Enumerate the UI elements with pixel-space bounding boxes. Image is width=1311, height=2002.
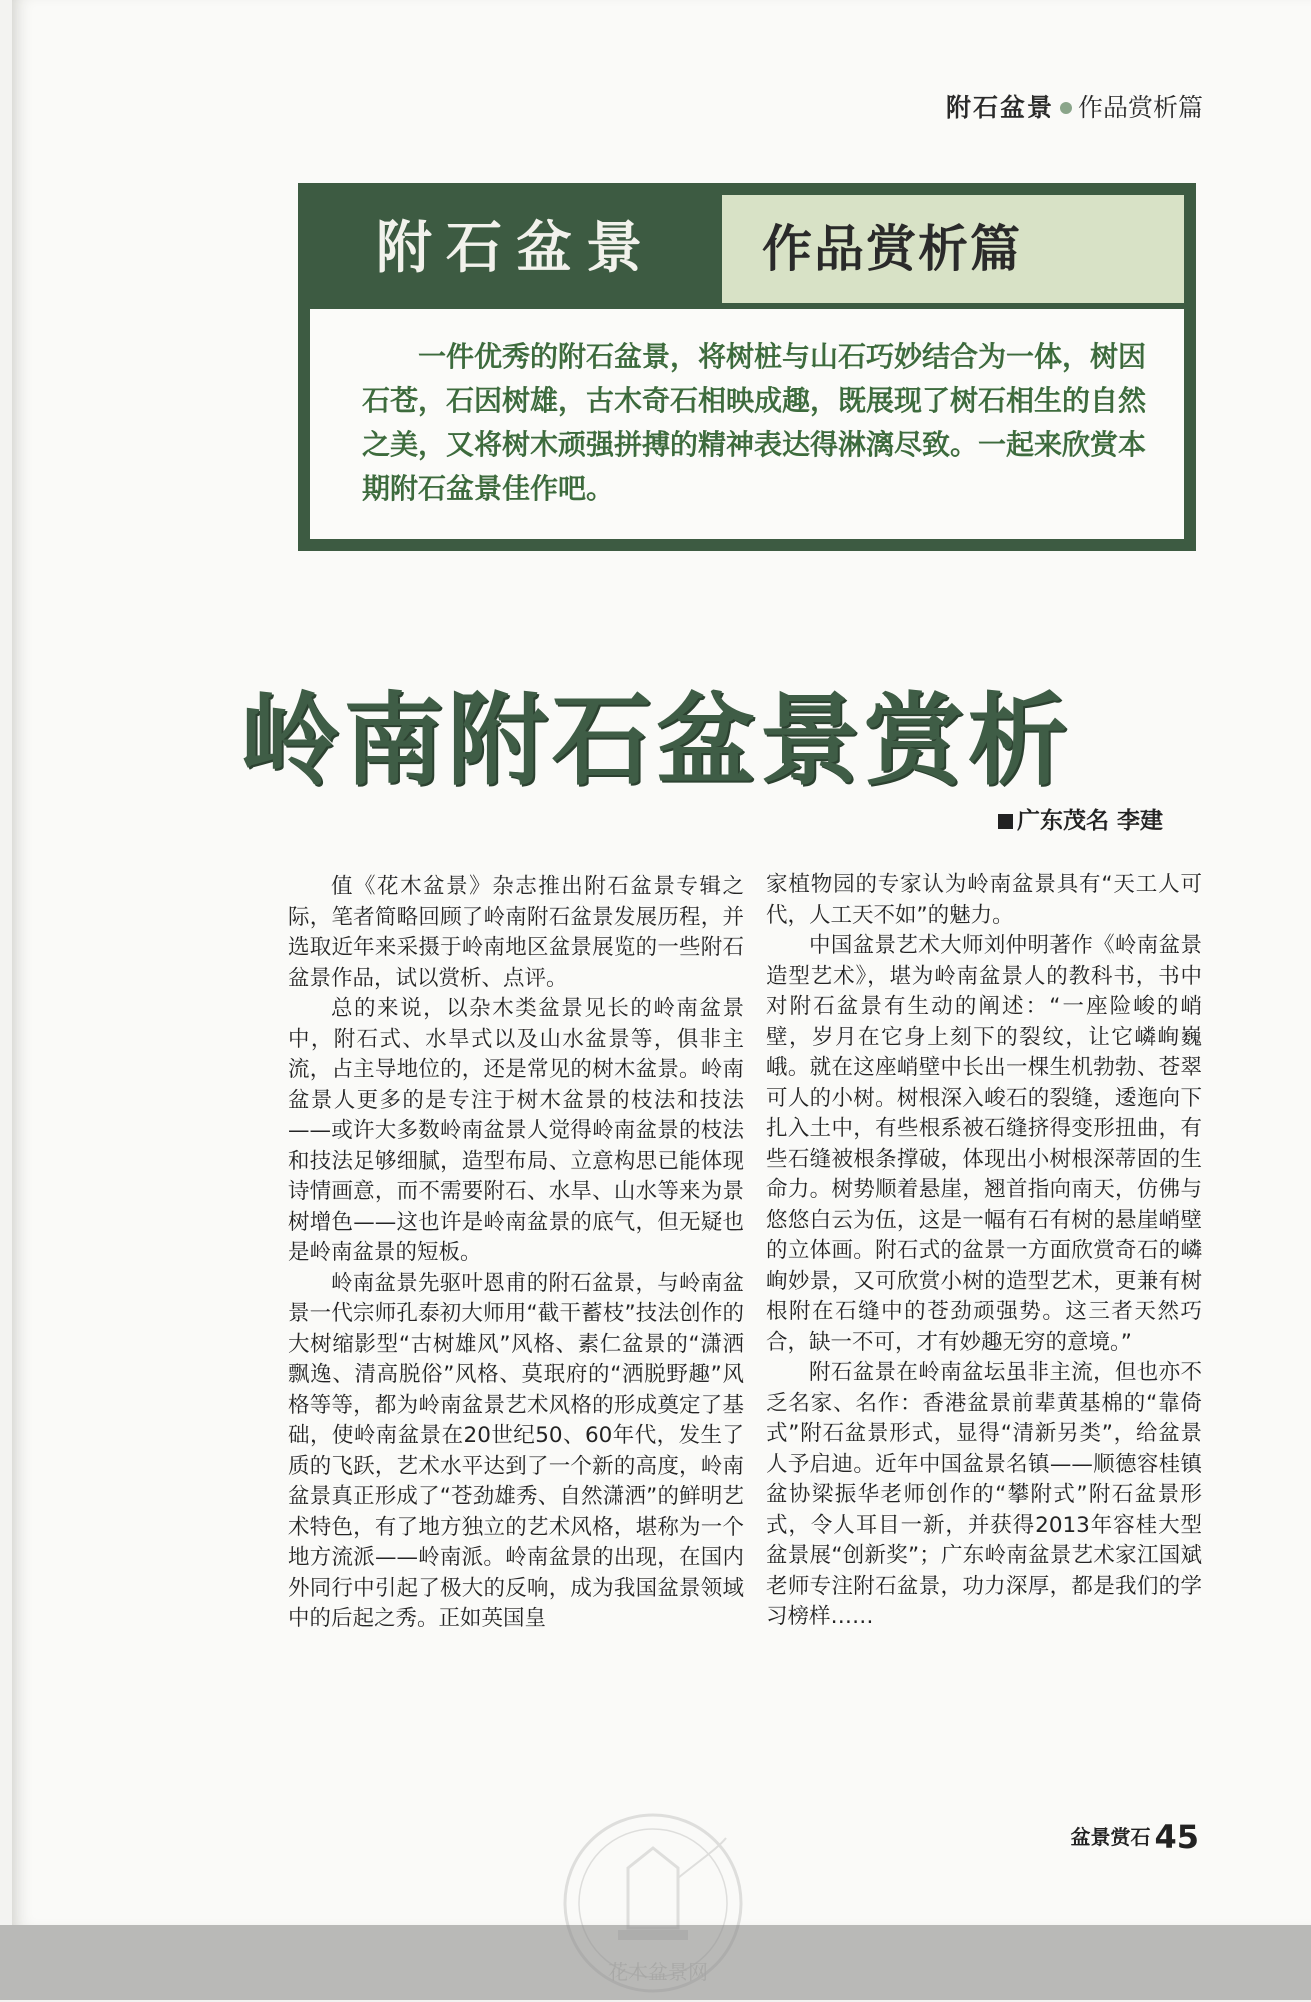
paragraph-continued: 家植物园的专家认为岭南盆景具有“天工人可代，人工天不如”的魅力。 xyxy=(766,872,1202,928)
bullet-dot-icon xyxy=(1060,102,1072,114)
intro-text: 一件优秀的附石盆景，将树桩与山石巧妙结合为一体，树因石苍，石因树雄，古木奇石相映成趣，既展现了树石相生的自然之美，又将树木顽强拼搏的精神表达得淋漓尽致。一起来欣赏本期附石盆景佳作吧。 xyxy=(362,340,1147,505)
watermark-logo xyxy=(558,1808,748,1998)
byline xyxy=(998,802,1163,835)
byline-text: 广东茂名 李建 xyxy=(1016,808,1163,834)
paragraph: 附石盆景在岭南盆坛虽非主流，但也亦不乏名家、名作：香港盆景前辈黄基棉的“靠倚式”附石盆景形式，显得“清新另类”，给盆景人予启迪。近年中国盆景名镇——顺德容桂镇盆协梁振华老师创作的“攀附式”附石盆景形式，令人耳目一新，并获得2013年容桂大型盆景展“创新奖”；广东岭南盆景艺术家江国斌老师专注附石盆景，功力深厚，都是我们的学习榜样…… xyxy=(766,1360,1202,1629)
intro-title-right: 作品赏析篇 xyxy=(722,195,1184,303)
running-head-section: 附石盆景 xyxy=(945,93,1054,122)
square-bullet-icon xyxy=(998,814,1013,829)
paragraph: 中国盆景艺术大师刘仲明著作《岭南盆景造型艺术》，堪为岭南盆景人的教科书，书中对附石盆景有生动的阐述：“一座险峻的峭壁，岁月在它身上刻下的裂纹，让它嶙峋巍峨。就在这座峭壁中长出一棵生机勃勃、苍翠可人的小树。树根深入峻石的裂缝，逶迤向下扎入土中，有些根系被石缝挤得变形扭曲，有些石缝被根条撑破，体现出小树根深蒂固的生命力。树势顺着悬崖，翘首指向南天，仿佛与悠悠白云为伍，这是一幅有石有树的悬崖峭壁的立体画。附石式的盆景一方面欣赏奇石的嶙峋妙景，又可欣赏小树的造型艺术，更兼有树根附在石缝中的苍劲顽强势。这三者天然巧合，缺一不可，才有妙趣无穷的意境。” xyxy=(766,933,1202,1355)
intro-header-rule xyxy=(310,303,1184,309)
article-title: 岭南附石盆景赏析 xyxy=(239,682,1072,799)
intro-box xyxy=(298,183,1196,551)
intro-title-left: 附石盆景 xyxy=(310,195,722,303)
paragraph: 值《花木盆景》杂志推出附石盆景专辑之际，笔者简略回顾了岭南附石盆景发展历程，并选取近年来采摄于岭南地区盆景展览的一些附石盆景作品，试以赏析、点评。 xyxy=(288,874,744,991)
article-column-right xyxy=(766,870,1202,1633)
footer-magazine-label: 盆景赏石 xyxy=(1070,1825,1151,1849)
intro-header xyxy=(310,195,1184,303)
paragraph: 总的来说，以杂木类盆景见长的岭南盆景中，附石式、水旱式以及山水盆景等，俱非主流，占主导地位的，还是常见的树木盆景。岭南盆景人更多的是专注于树木盆景的枝法和技法——或许大多数岭南盆景人觉得岭南盆景的枝法和技法足够细腻，造型布局、立意构思已能体现诗情画意，而不需要附石、水旱、山水等来为景树增色——这也许是岭南盆景的底气，但无疑也是岭南盆景的短板。 xyxy=(288,996,744,1265)
running-head-subsection: 作品赏析篇 xyxy=(1077,93,1203,122)
page-number: 45 xyxy=(1154,1818,1199,1856)
article-column-left xyxy=(288,872,744,1635)
watermark-caption: 花木盆景网 xyxy=(608,1960,708,1984)
page-footer xyxy=(1070,1818,1199,1856)
running-head xyxy=(946,88,1203,124)
paragraph: 岭南盆景先驱叶恩甫的附石盆景，与岭南盆景一代宗师孔泰初大师用“截干蓄枝”技法创作的大树缩影型“古树雄风”风格、素仁盆景的“潇洒飘逸、清高脱俗”风格、莫珉府的“洒脱野趣”风格等等，都为岭南盆景艺术风格的形成奠定了基础，使岭南盆景在20世纪50、60年代，发生了质的飞跃，艺术水平达到了一个新的高度，岭南盆景真正形成了“苍劲雄秀、自然潇洒”的鲜明艺术特色，有了地方独立的艺术风格，堪称为一个地方流派——岭南派。岭南盆景的出现，在国内外同行中引起了极大的反响，成为我国盆景领域中的后起之秀。正如英国皇 xyxy=(288,1270,744,1631)
